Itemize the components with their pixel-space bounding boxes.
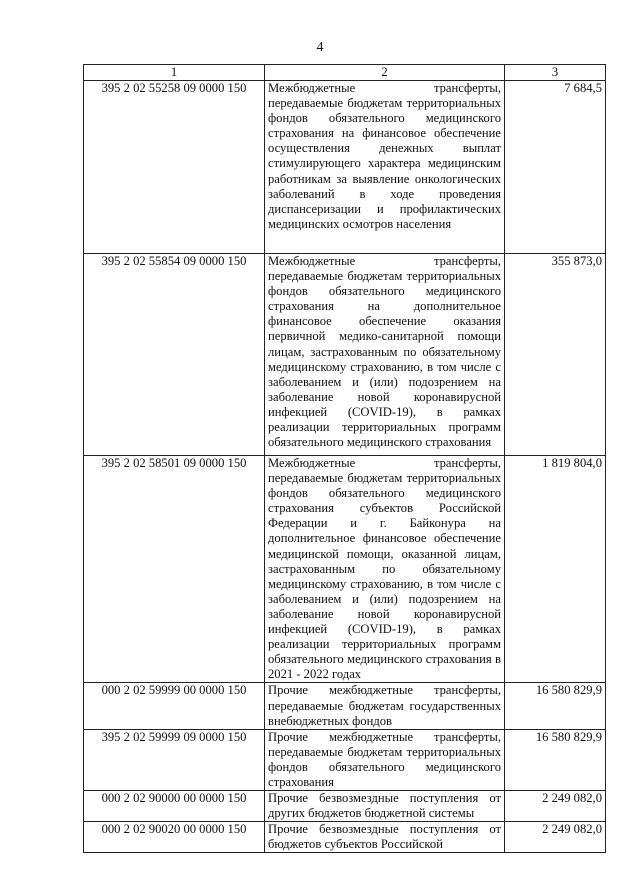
amount-cell: 355 873,0 bbox=[505, 254, 606, 456]
column-header-amount: 3 bbox=[505, 65, 606, 81]
table-row bbox=[84, 81, 606, 254]
budget-code-cell: 395 2 02 55854 09 0000 150 bbox=[84, 254, 265, 456]
budget-revenue-table bbox=[83, 64, 606, 853]
revenue-name-cell: Прочие межбюджетные трансферты, передаваемые бюджетам территориальных фондов обязательного медицинского страхования bbox=[265, 729, 505, 790]
header-row bbox=[84, 65, 606, 81]
amount-cell: 7 684,5 bbox=[505, 81, 606, 254]
revenue-name-cell: Прочие безвозмездные поступления от бюджетов субъектов Российской bbox=[265, 822, 505, 853]
revenue-name-cell: Межбюджетные трансферты, передаваемые бюджетам территориальных фондов обязательного медицинского страхования на дополнительное финансовое обеспечение оказания первичной медико-санитарной помощи лицам, застрахованным по обязательному медицинскому страхованию, в том числе с заболеванием и (или) подозрением на заболевание новой коронавирусной инфекцией (COVID-19), в рамках реализации территориальных программ обязательного медицинского страхования bbox=[265, 254, 505, 456]
revenue-name-cell: Межбюджетные трансферты, передаваемые бюджетам территориальных фондов обязательного медицинского страхования на финансовое обеспечение осуществления денежных выплат стимулирующего характера медицинским работникам за выявление онкологических заболеваний в ходе проведения диспансеризации и профилактических медицинских осмотров населения bbox=[265, 81, 505, 254]
amount-cell: 1 819 804,0 bbox=[505, 456, 606, 683]
revenue-name-cell: Прочие межбюджетные трансферты, передаваемые бюджетам государственных внебюджетных фондов bbox=[265, 683, 505, 729]
table-row bbox=[84, 254, 606, 456]
budget-code-cell: 000 2 02 90020 00 0000 150 bbox=[84, 822, 265, 853]
page-number: 4 bbox=[316, 40, 324, 55]
budget-code-cell: 000 2 02 59999 00 0000 150 bbox=[84, 683, 265, 729]
table-row bbox=[84, 791, 606, 822]
amount-cell: 16 580 829,9 bbox=[505, 729, 606, 790]
budget-code-cell: 395 2 02 59999 09 0000 150 bbox=[84, 729, 265, 790]
table-row bbox=[84, 683, 606, 729]
table-row bbox=[84, 456, 606, 683]
revenue-name-cell: Межбюджетные трансферты, передаваемые бюджетам территориальных фондов обязательного медицинского страхования субъектов Российской Федерации и г. Байконура на дополнительное финансовое обеспечение медицинской помощи, оказанной лицам, застрахованным по обязательному медицинскому страхованию, в том числе с заболеванием и (или) подозрением на заболевание новой коронавирусной инфекцией (COVID-19), в рамках реализации территориальных программ обязательного медицинского страхования в 2021 - 2022 годах bbox=[265, 456, 505, 683]
amount-cell: 16 580 829,9 bbox=[505, 683, 606, 729]
column-header-code: 1 bbox=[84, 65, 265, 81]
revenue-name-cell: Прочие безвозмездные поступления от других бюджетов бюджетной системы bbox=[265, 791, 505, 822]
amount-cell: 2 249 082,0 bbox=[505, 822, 606, 853]
budget-code-cell: 395 2 02 55258 09 0000 150 bbox=[84, 81, 265, 254]
budget-code-cell: 000 2 02 90000 00 0000 150 bbox=[84, 791, 265, 822]
table-row bbox=[84, 822, 606, 853]
table-row bbox=[84, 729, 606, 790]
column-header-name: 2 bbox=[265, 65, 505, 81]
budget-code-cell: 395 2 02 58501 09 0000 150 bbox=[84, 456, 265, 683]
amount-cell: 2 249 082,0 bbox=[505, 791, 606, 822]
